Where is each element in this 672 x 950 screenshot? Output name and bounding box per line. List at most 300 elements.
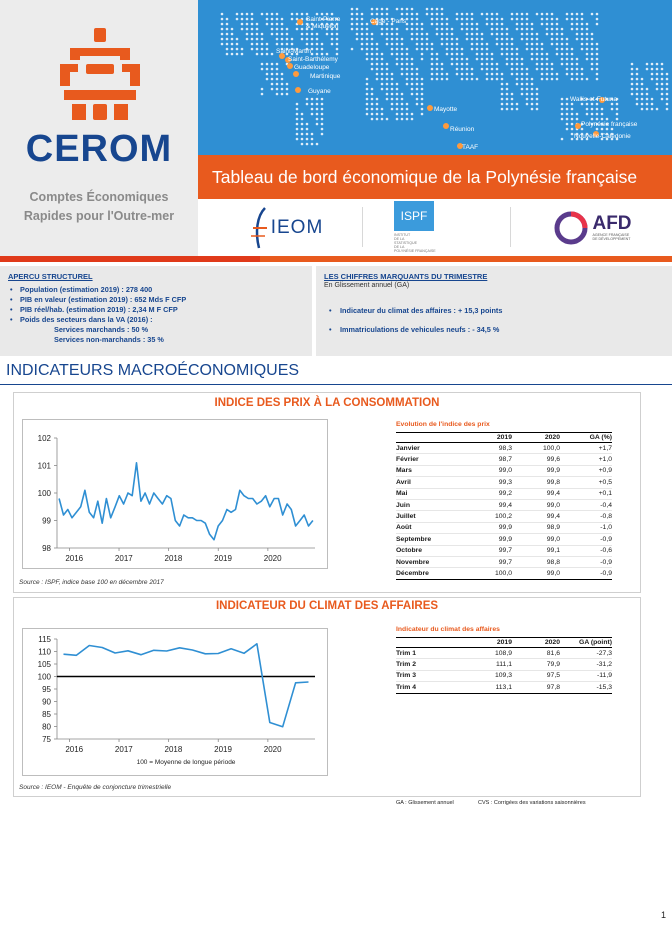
map-dot xyxy=(526,43,529,46)
map-dot xyxy=(421,98,424,101)
chart-title-climat: INDICATEUR DU CLIMAT DES AFFAIRES xyxy=(215,600,439,612)
map-dot xyxy=(561,63,564,66)
chart-climat-affaires xyxy=(23,629,327,775)
map-dot xyxy=(556,33,559,36)
map-dot xyxy=(666,98,669,101)
map-dot xyxy=(571,73,574,76)
map-label-paris: Cage - Paris xyxy=(370,18,407,25)
map-dot xyxy=(241,48,244,51)
map-dot xyxy=(421,78,424,81)
section-heading: INDICATEURS MACROÉCONOMIQUES xyxy=(6,362,300,379)
chart-indice-prix xyxy=(23,420,327,568)
map-dot xyxy=(641,88,644,91)
map-dot xyxy=(261,48,264,51)
map-dot xyxy=(256,53,259,56)
table-prix-cell: Novembre xyxy=(396,556,466,567)
world-map-dots xyxy=(198,0,672,155)
map-dot xyxy=(256,23,259,26)
map-dot xyxy=(516,63,519,66)
map-dot xyxy=(546,13,549,16)
map-dot xyxy=(256,43,259,46)
table-header-row xyxy=(396,638,612,648)
map-dot xyxy=(421,53,424,56)
table-prix-cell: -0,9 xyxy=(560,568,612,579)
table-prix-cell: +0,5 xyxy=(560,477,612,488)
map-dot xyxy=(501,83,504,86)
map-dot xyxy=(556,18,559,21)
map-dot xyxy=(386,83,389,86)
map-dot xyxy=(591,43,594,46)
map-dot xyxy=(371,63,374,66)
table-prix-row xyxy=(396,488,612,499)
map-dot xyxy=(486,63,489,66)
map-dot xyxy=(566,123,569,126)
map-dot xyxy=(571,18,574,21)
map-dot xyxy=(276,83,279,86)
cerom-tagline xyxy=(0,188,198,226)
map-dot xyxy=(376,98,379,101)
map-dot xyxy=(276,13,279,16)
map-dot xyxy=(491,68,494,71)
map-dot xyxy=(456,38,459,41)
map-dot xyxy=(246,13,249,16)
cerom-logo-text: CEROM xyxy=(25,128,173,170)
map-dot xyxy=(441,33,444,36)
map-dot xyxy=(311,48,314,51)
map-dot xyxy=(411,58,414,61)
map-dot xyxy=(316,53,319,56)
map-label-saint-martin: Saint-Martin xyxy=(276,48,312,55)
map-dot xyxy=(311,103,314,106)
table-prix-cell: Juillet xyxy=(396,511,466,522)
map-dot xyxy=(261,68,264,71)
map-dot xyxy=(586,33,589,36)
map-label-spm-2: & Miquelon xyxy=(306,23,339,30)
map-dot xyxy=(486,78,489,81)
table-prix-cell: 99,0 xyxy=(512,534,560,545)
map-dot xyxy=(521,73,524,76)
footnote-ga: GA : Glissement annuel xyxy=(396,800,454,806)
map-dot xyxy=(521,18,524,21)
map-dot xyxy=(596,73,599,76)
map-dot xyxy=(411,93,414,96)
map-dot xyxy=(581,43,584,46)
map-dot xyxy=(366,43,369,46)
table-climat-cell: 108,9 xyxy=(466,648,512,659)
map-dot xyxy=(471,43,474,46)
map-dot xyxy=(251,18,254,21)
map-dot xyxy=(411,28,414,31)
map-dot xyxy=(531,78,534,81)
table-prix-cell: 100,0 xyxy=(466,568,512,579)
map-dot xyxy=(466,73,469,76)
map-dot xyxy=(356,33,359,36)
table-header-cell: 2020 xyxy=(512,433,560,443)
map-dot xyxy=(581,128,584,131)
map-dot xyxy=(546,28,549,31)
map-dot xyxy=(381,108,384,111)
map-dot xyxy=(436,23,439,26)
map-dot xyxy=(576,18,579,21)
map-dot xyxy=(241,28,244,31)
map-dot xyxy=(536,38,539,41)
map-dot xyxy=(501,18,504,21)
map-dot xyxy=(531,43,534,46)
map-dot xyxy=(456,58,459,61)
header-divider-bar-accent xyxy=(0,256,260,262)
map-dot xyxy=(321,43,324,46)
table-prix-cell: 100,2 xyxy=(466,511,512,522)
map-dot xyxy=(591,103,594,106)
map-dot xyxy=(461,18,464,21)
map-dot xyxy=(506,43,509,46)
map-dot xyxy=(221,13,224,16)
map-dot xyxy=(376,8,379,11)
map-dot xyxy=(646,88,649,91)
map-dot xyxy=(506,108,509,111)
ispf-sub-5: POLYNÉSIE FRANÇAISE xyxy=(394,249,436,254)
map-dot xyxy=(261,88,264,91)
apercu-item: • PIB réel/hab. (estimation 2019) : 2,34 M F CFP xyxy=(8,305,304,315)
table-climat-cell: -31,2 xyxy=(560,659,612,670)
map-dot xyxy=(486,23,489,26)
map-dot xyxy=(631,88,634,91)
x-axis-label: 100 = Moyenne de longue période xyxy=(136,759,236,766)
map-dot xyxy=(636,83,639,86)
map-dot xyxy=(576,68,579,71)
map-dot xyxy=(271,63,274,66)
afd-logo xyxy=(538,199,648,256)
map-dot xyxy=(276,63,279,66)
map-dot xyxy=(231,43,234,46)
map-dot xyxy=(466,23,469,26)
map-dot xyxy=(391,78,394,81)
map-dot xyxy=(496,28,499,31)
map-dot xyxy=(511,58,514,61)
map-dot xyxy=(436,33,439,36)
map-dot xyxy=(391,53,394,56)
map-dot xyxy=(601,128,604,131)
map-dot xyxy=(596,63,599,66)
map-dot xyxy=(556,38,559,41)
table-prix-cell: 99,9 xyxy=(466,534,512,545)
map-dot xyxy=(431,53,434,56)
map-dot xyxy=(506,33,509,36)
map-dot xyxy=(461,63,464,66)
table-prix-cell: Mai xyxy=(396,488,466,499)
map-dot xyxy=(516,83,519,86)
map-dot xyxy=(476,38,479,41)
y-tick-label: 75 xyxy=(42,735,51,744)
map-dot xyxy=(291,13,294,16)
map-dot xyxy=(416,28,419,31)
source-note-prix: Source : ISPF, indice base 100 en décembre 2017 xyxy=(19,579,164,586)
map-label-wallis: Wallis-et-Futuna xyxy=(570,96,618,103)
map-dot xyxy=(516,78,519,81)
map-dot xyxy=(316,48,319,51)
table-header-cell: GA (point) xyxy=(560,638,612,648)
map-dot xyxy=(381,73,384,76)
table-prix-cell: Janvier xyxy=(396,443,466,454)
map-dot xyxy=(551,38,554,41)
map-dot xyxy=(276,43,279,46)
map-dot xyxy=(296,13,299,16)
map-dot xyxy=(436,28,439,31)
table-climat-body xyxy=(396,648,612,694)
map-dot xyxy=(351,13,354,16)
map-dot xyxy=(381,58,384,61)
map-dot xyxy=(501,48,504,51)
map-dot xyxy=(496,38,499,41)
map-dot xyxy=(421,48,424,51)
map-dot xyxy=(571,78,574,81)
map-dot xyxy=(526,48,529,51)
map-dot xyxy=(411,33,414,36)
map-dot xyxy=(231,53,234,56)
map-dot xyxy=(286,83,289,86)
map-dot xyxy=(531,28,534,31)
map-dot xyxy=(406,78,409,81)
map-dot xyxy=(226,28,229,31)
chiffres-item: • Indicateur du climat des affaires : + 15,3 points xyxy=(324,301,664,320)
map-dot xyxy=(361,43,364,46)
map-dot xyxy=(306,143,309,146)
map-dot xyxy=(251,28,254,31)
tagline-line-2: Rapides pour l'Outre-mer xyxy=(23,209,175,223)
map-label-guadeloupe: Guadeloupe xyxy=(294,64,330,71)
map-dot xyxy=(561,28,564,31)
map-dot xyxy=(301,123,304,126)
map-dot xyxy=(286,43,289,46)
map-dot xyxy=(501,88,504,91)
map-dot xyxy=(531,33,534,36)
map-dot xyxy=(571,108,574,111)
map-dot xyxy=(271,68,274,71)
map-dot xyxy=(496,78,499,81)
map-dot xyxy=(546,58,549,61)
map-dot xyxy=(296,103,299,106)
map-dot xyxy=(641,83,644,86)
map-dot xyxy=(501,53,504,56)
map-marker xyxy=(293,71,299,77)
map-dot xyxy=(426,48,429,51)
table-prix-row xyxy=(396,443,612,454)
map-dot xyxy=(306,138,309,141)
map-dot xyxy=(321,123,324,126)
map-dot xyxy=(411,13,414,16)
map-dot xyxy=(376,68,379,71)
map-dot xyxy=(476,23,479,26)
table-climat-cell: 111,1 xyxy=(466,659,512,670)
map-dot xyxy=(301,13,304,16)
map-dot xyxy=(661,83,664,86)
map-dot xyxy=(471,78,474,81)
map-dot xyxy=(581,78,584,81)
map-dot xyxy=(416,13,419,16)
map-dot xyxy=(631,78,634,81)
ispf-logo xyxy=(394,199,514,256)
map-dot xyxy=(386,43,389,46)
map-dot xyxy=(521,93,524,96)
map-dot xyxy=(491,63,494,66)
map-dot xyxy=(376,78,379,81)
map-dot xyxy=(591,63,594,66)
map-dot xyxy=(271,18,274,21)
map-dot xyxy=(466,18,469,21)
map-dot xyxy=(326,53,329,56)
map-dot xyxy=(576,13,579,16)
map-dot xyxy=(651,68,654,71)
map-dot xyxy=(471,73,474,76)
map-dot xyxy=(476,43,479,46)
table-climat-cell: Trim 2 xyxy=(396,659,466,670)
map-dot xyxy=(381,8,384,11)
map-marker xyxy=(427,105,433,111)
x-tick-label: 2019 xyxy=(214,745,232,754)
map-dot xyxy=(316,103,319,106)
map-dot xyxy=(666,108,669,111)
map-dot xyxy=(431,43,434,46)
map-dot xyxy=(376,108,379,111)
map-dot xyxy=(411,63,414,66)
map-dot xyxy=(321,108,324,111)
map-dot xyxy=(291,18,294,21)
map-dot xyxy=(396,28,399,31)
map-dot xyxy=(481,63,484,66)
map-dot xyxy=(666,78,669,81)
apercu-sub-item: Services marchands : 50 % xyxy=(54,325,149,334)
map-dot xyxy=(276,73,279,76)
chart-box-prix xyxy=(22,419,328,569)
map-dot xyxy=(596,23,599,26)
map-dot xyxy=(336,43,339,46)
map-dot xyxy=(406,63,409,66)
map-dot xyxy=(311,108,314,111)
map-dot xyxy=(436,78,439,81)
map-dot xyxy=(566,128,569,131)
map-dot xyxy=(451,28,454,31)
map-dot xyxy=(356,18,359,21)
map-dot xyxy=(421,88,424,91)
map-dot xyxy=(386,93,389,96)
apercu-item: • Population (estimation 2019) : 278 400 xyxy=(8,285,304,295)
map-dot xyxy=(436,63,439,66)
map-dot xyxy=(566,63,569,66)
map-dot xyxy=(401,118,404,121)
y-tick-label: 105 xyxy=(37,660,51,669)
map-dot xyxy=(336,33,339,36)
map-dot xyxy=(386,63,389,66)
map-dot xyxy=(646,93,649,96)
table-prix-row xyxy=(396,522,612,533)
map-dot xyxy=(376,13,379,16)
map-label-taaf: TAAF xyxy=(462,144,479,151)
map-dot xyxy=(276,23,279,26)
map-dot xyxy=(516,23,519,26)
map-dot xyxy=(556,48,559,51)
map-dot xyxy=(311,143,314,146)
map-dot xyxy=(306,33,309,36)
table-climat-cell: 79,9 xyxy=(512,659,560,670)
map-dot xyxy=(506,98,509,101)
map-dot xyxy=(236,38,239,41)
map-dot xyxy=(446,23,449,26)
map-dot xyxy=(551,33,554,36)
map-dot xyxy=(241,23,244,26)
map-dot xyxy=(366,53,369,56)
map-dot xyxy=(416,23,419,26)
map-dot xyxy=(416,88,419,91)
map-dot xyxy=(666,73,669,76)
map-dot xyxy=(251,13,254,16)
map-dot xyxy=(306,128,309,131)
map-dot xyxy=(506,103,509,106)
map-dot xyxy=(546,23,549,26)
apercu-item: • PIB en valeur (estimation 2019) : 652 Mds F CFP xyxy=(8,295,304,305)
map-dot xyxy=(636,103,639,106)
map-dot xyxy=(511,48,514,51)
map-dot xyxy=(476,28,479,31)
map-dot xyxy=(566,108,569,111)
map-dot xyxy=(361,13,364,16)
map-dot xyxy=(576,78,579,81)
map-dot xyxy=(371,33,374,36)
map-dot xyxy=(596,118,599,121)
map-dot xyxy=(591,13,594,16)
map-dot xyxy=(316,43,319,46)
chiffres-item: • Immatriculations de vehicules neufs : - 34,5 % xyxy=(324,320,664,339)
map-dot xyxy=(511,13,514,16)
map-dot xyxy=(381,53,384,56)
map-dot xyxy=(391,38,394,41)
map-dot xyxy=(546,33,549,36)
map-dot xyxy=(236,43,239,46)
map-dot xyxy=(401,103,404,106)
map-dot xyxy=(416,103,419,106)
map-label-saint-barthelemy: Saint-Barthélemy xyxy=(288,56,338,63)
y-tick-label: 102 xyxy=(37,434,51,443)
map-dot xyxy=(541,58,544,61)
map-dot xyxy=(506,28,509,31)
map-dot xyxy=(541,23,544,26)
map-dot xyxy=(526,23,529,26)
table-prix-cell: 98,7 xyxy=(466,454,512,465)
map-dot xyxy=(636,98,639,101)
map-dot xyxy=(501,23,504,26)
map-dot xyxy=(431,73,434,76)
y-tick-label: 101 xyxy=(37,461,51,471)
map-dot xyxy=(486,48,489,51)
map-dot xyxy=(561,103,564,106)
map-dot xyxy=(231,38,234,41)
map-dot xyxy=(396,43,399,46)
map-dot xyxy=(401,68,404,71)
map-dot xyxy=(466,68,469,71)
map-dot xyxy=(266,48,269,51)
table-climat-cell: 109,3 xyxy=(466,670,512,681)
map-dot xyxy=(391,103,394,106)
map-dot xyxy=(541,68,544,71)
map-dot xyxy=(536,88,539,91)
map-dot xyxy=(561,38,564,41)
table-prix-caption: Evolution de l'indice des prix xyxy=(396,421,490,428)
map-dot xyxy=(451,48,454,51)
map-dot xyxy=(586,43,589,46)
map-dot xyxy=(536,103,539,106)
map-dot xyxy=(576,23,579,26)
map-dot xyxy=(561,118,564,121)
map-dot xyxy=(651,78,654,81)
